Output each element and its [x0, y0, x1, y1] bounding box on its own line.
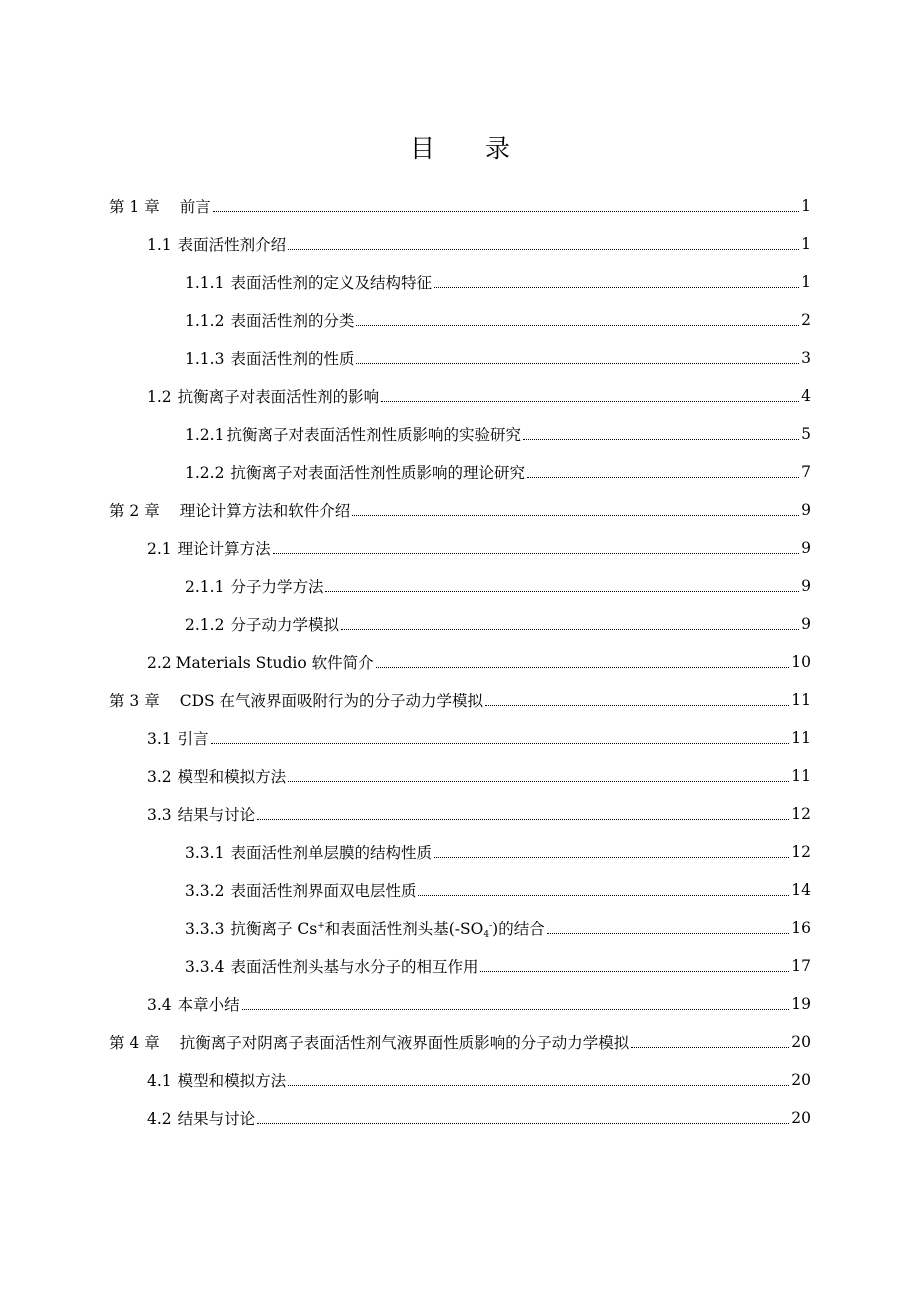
dot-leader [381, 401, 799, 402]
toc-entry-number: 4.2 [147, 1110, 172, 1128]
toc-entry-page: 20 [791, 1071, 811, 1089]
toc-entry-label [185, 917, 545, 940]
toc-entry-label [109, 1031, 629, 1053]
toc-entry[interactable] [109, 985, 811, 1023]
toc-entry[interactable] [109, 1023, 811, 1061]
toc-entry-label [185, 575, 323, 597]
toc-entry-title: 分子力学方法 [230, 578, 324, 596]
toc-entry-number: 2.2 [147, 654, 172, 672]
toc-entry-title: 抗衡离子对阴离子表面活性剂气液界面性质影响的分子动力学模拟 [179, 1034, 630, 1052]
toc-entry-page: 16 [791, 919, 811, 937]
toc-entry-number: 3.4 [147, 996, 172, 1014]
toc-entry-number: 1.1.2 [185, 312, 225, 330]
dot-leader [376, 667, 790, 668]
toc-entry-title: 表面活性剂的分类 [230, 312, 355, 330]
toc-entry[interactable] [109, 1061, 811, 1099]
dot-leader [356, 363, 799, 364]
toc-entry-title: 分子动力学模拟 [230, 616, 339, 634]
dot-leader [273, 553, 799, 554]
toc-entry[interactable] [109, 339, 811, 377]
toc-entry-page: 9 [801, 577, 811, 595]
toc-entry-page: 11 [791, 767, 811, 785]
dot-leader [288, 781, 789, 782]
dot-leader [257, 1123, 789, 1124]
toc-entry[interactable] [109, 909, 811, 947]
toc-entry-title: 模型和模拟方法 [177, 1072, 287, 1090]
dot-leader [288, 249, 799, 250]
toc-entry-number: 1.2 [147, 388, 172, 406]
toc-entry-title: 表面活性剂单层膜的结构性质 [230, 844, 432, 862]
toc-entry[interactable] [109, 719, 811, 757]
toc-entry-label [109, 689, 483, 711]
toc-entry-page: 14 [791, 881, 811, 899]
toc-entry-title: 表面活性剂的定义及结构特征 [230, 274, 432, 292]
toc-entry[interactable] [109, 377, 811, 415]
toc-entry-page: 9 [801, 615, 811, 633]
page-title: 目 录 [410, 134, 531, 163]
toc-entry-page: 3 [801, 349, 811, 367]
toc-entry[interactable] [109, 263, 811, 301]
toc-entry-title: 抗衡离子对表面活性剂的影响 [177, 388, 380, 406]
toc-entry-page: 1 [801, 197, 811, 215]
toc-entry-label [147, 651, 374, 673]
toc-entry-title: 引言 [177, 730, 209, 748]
toc-entry-label [147, 385, 379, 407]
toc-entry[interactable] [109, 301, 811, 339]
toc-entry-label [185, 841, 432, 863]
toc-entry-label [109, 195, 211, 217]
toc-entry[interactable] [109, 453, 811, 491]
toc-entry-page: 9 [801, 501, 811, 519]
dot-leader [434, 857, 789, 858]
toc-entry-label [185, 347, 354, 369]
toc-entry-title: 表面活性剂的性质 [230, 350, 355, 368]
toc-entry-page: 17 [791, 957, 811, 975]
dot-leader [242, 1009, 790, 1010]
toc-entry-label [109, 499, 350, 521]
toc-entry-number: 3.3.1 [185, 844, 225, 862]
dot-leader [434, 287, 799, 288]
toc-entry[interactable] [109, 187, 811, 225]
toc-entry[interactable] [109, 567, 811, 605]
toc-entry-label [147, 993, 240, 1015]
table-of-contents [109, 187, 811, 1137]
toc-entry-number: 第 2 章 [109, 502, 160, 520]
toc-entry-label [185, 879, 416, 901]
toc-entry-label [147, 537, 271, 559]
toc-entry[interactable] [109, 1099, 811, 1137]
toc-entry-page: 12 [791, 805, 811, 823]
toc-entry-page: 10 [791, 653, 811, 671]
toc-entry-title: 抗衡离子对表面活性剂性质影响的实验研究 [226, 426, 521, 444]
dot-leader [257, 819, 789, 820]
toc-entry[interactable] [109, 491, 811, 529]
toc-entry-page: 1 [801, 273, 811, 291]
dot-leader [341, 629, 799, 630]
toc-entry-title: 结果与讨论 [177, 1110, 256, 1128]
toc-entry[interactable] [109, 529, 811, 567]
toc-entry[interactable] [109, 833, 811, 871]
toc-entry-label [185, 613, 339, 635]
dot-leader [631, 1047, 789, 1048]
toc-entry-number: 3.3.4 [185, 958, 225, 976]
charge-superscript: + [317, 920, 325, 931]
dot-leader [480, 971, 789, 972]
dot-leader [527, 477, 799, 478]
toc-entry-label [185, 309, 354, 331]
dot-leader [523, 439, 799, 440]
toc-entry-title: 前言 [179, 198, 211, 216]
toc-entry-label [147, 1069, 286, 1091]
toc-entry[interactable] [109, 947, 811, 985]
toc-entry[interactable] [109, 871, 811, 909]
toc-entry-number: 1.1.3 [185, 350, 225, 368]
toc-entry-title: 理论计算方法 [177, 540, 271, 558]
toc-entry-page: 9 [801, 539, 811, 557]
dot-leader [547, 933, 790, 934]
toc-entry-number: 2.1.2 [185, 616, 225, 634]
dot-leader [485, 705, 789, 706]
toc-entry-page: 11 [791, 691, 811, 709]
title-segment: )的结合 [492, 919, 545, 938]
toc-entry[interactable] [109, 643, 811, 681]
title-segment: 和表面活性剂头基(-SO [324, 919, 484, 938]
toc-entry-label [147, 803, 255, 825]
toc-entry-page: 1 [801, 235, 811, 253]
toc-entry-number: 第 4 章 [109, 1034, 160, 1052]
dot-leader [418, 895, 789, 896]
toc-entry-number: 3.3 [147, 806, 172, 824]
toc-entry[interactable] [109, 605, 811, 643]
toc-entry-label [147, 765, 286, 787]
toc-entry-page: 20 [791, 1033, 811, 1051]
toc-entry-number: 第 3 章 [109, 692, 160, 710]
charge-superscript: - [489, 920, 493, 931]
toc-entry-title: 理论计算方法和软件介绍 [179, 502, 351, 520]
toc-entry-number: 1.1.1 [185, 274, 225, 292]
toc-entry-page: 7 [801, 463, 811, 481]
toc-entry[interactable] [109, 415, 811, 453]
toc-entry[interactable] [109, 681, 811, 719]
toc-entry-label [147, 1107, 255, 1129]
dot-leader [325, 591, 799, 592]
toc-entry-number: 3.1 [147, 730, 172, 748]
toc-entry-page: 19 [791, 995, 811, 1013]
toc-entry-number: 1.1 [147, 236, 172, 254]
toc-entry-number: 2.1 [147, 540, 172, 558]
toc-entry-number: 1.2.2 [185, 464, 225, 482]
toc-entry-number: 2.1.1 [185, 578, 225, 596]
toc-entry-title: 表面活性剂界面双电层性质 [230, 882, 417, 900]
toc-entry-number: 1.2.1 [185, 426, 225, 444]
dot-leader [211, 743, 790, 744]
toc-entry-title: Materials Studio 软件简介 [175, 654, 374, 672]
toc-entry[interactable] [109, 757, 811, 795]
toc-entry-title: 模型和模拟方法 [177, 768, 287, 786]
toc-entry-page: 20 [791, 1109, 811, 1127]
toc-entry-number: 3.3.3 [185, 919, 225, 938]
toc-entry-number: 3.2 [147, 768, 172, 786]
dot-leader [356, 325, 799, 326]
dot-leader [288, 1085, 789, 1086]
toc-entry-label [185, 461, 525, 483]
toc-entry[interactable] [109, 225, 811, 263]
title-segment: 抗衡离子 Cs [230, 919, 318, 938]
toc-entry-page: 11 [791, 729, 811, 747]
toc-entry-number: 3.3.2 [185, 882, 225, 900]
toc-entry-number: 4.1 [147, 1072, 172, 1090]
toc-entry-label [185, 955, 478, 977]
toc-entry-page: 4 [801, 387, 811, 405]
toc-entry-title: 抗衡离子对表面活性剂性质影响的理论研究 [230, 464, 525, 482]
dot-leader [213, 211, 799, 212]
toc-entry-number: 第 1 章 [109, 198, 160, 216]
toc-entry[interactable] [109, 795, 811, 833]
toc-entry-page: 12 [791, 843, 811, 861]
dot-leader [352, 515, 799, 516]
toc-entry-title: 本章小结 [177, 996, 240, 1014]
toc-entry-page: 2 [801, 311, 811, 329]
toc-entry-label [185, 271, 432, 293]
formula-subscript: 4 [483, 929, 490, 940]
toc-entry-title [230, 920, 544, 938]
toc-entry-title: CDS 在气液界面吸附行为的分子动力学模拟 [179, 692, 484, 710]
toc-entry-title: 表面活性剂头基与水分子的相互作用 [230, 958, 479, 976]
toc-entry-page: 5 [801, 425, 811, 443]
toc-entry-title: 结果与讨论 [177, 806, 256, 824]
toc-entry-label [185, 423, 521, 445]
toc-entry-title: 表面活性剂介绍 [177, 236, 287, 254]
toc-entry-label [147, 233, 286, 255]
toc-entry-label [147, 727, 209, 749]
